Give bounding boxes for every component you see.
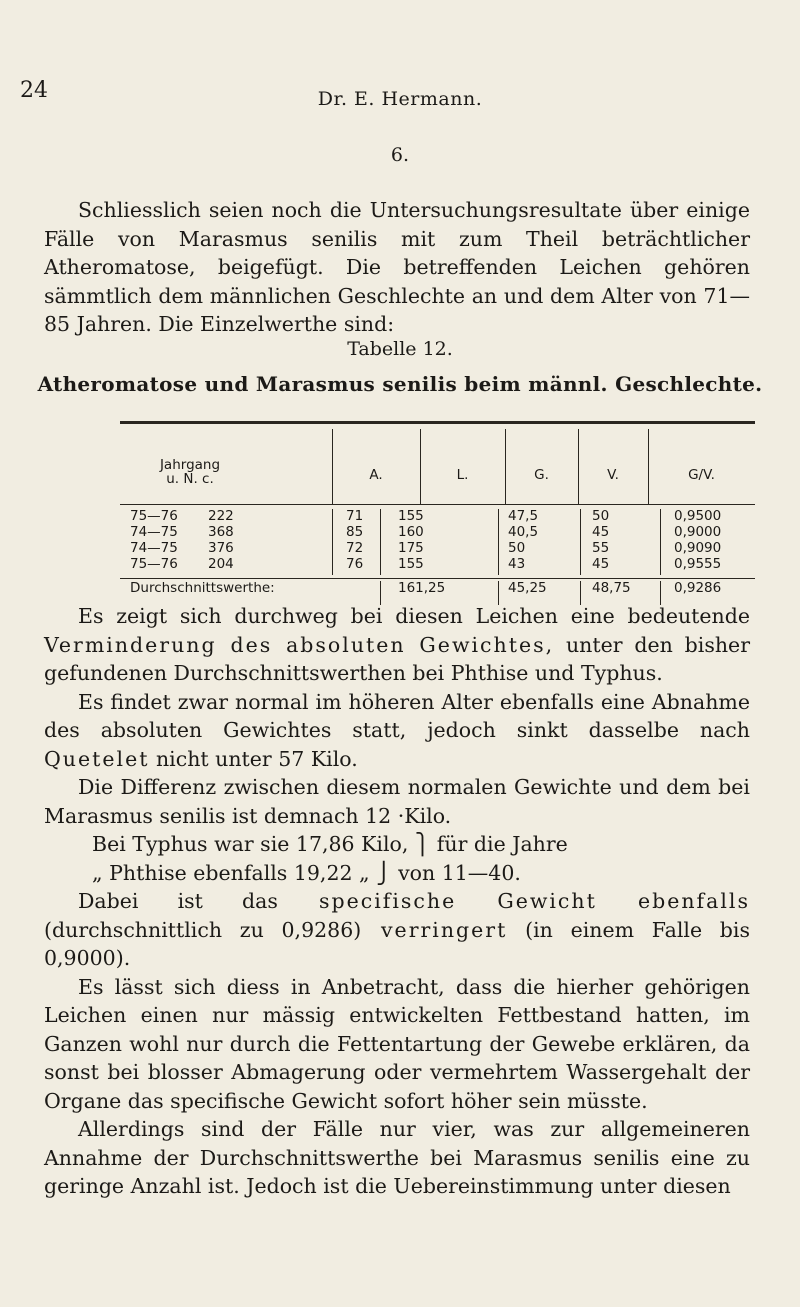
- paragraph-3: Die Differenz zwischen diesem normalen Gewichte und dem bei Marasmus senilis ist demnach 12 ·Kilo.: [44, 775, 750, 828]
- table-top-rule: [120, 421, 755, 424]
- data-table: [120, 421, 755, 596]
- p5-text-c: (in einem Falle bis 0,9000).: [44, 917, 750, 970]
- cell-gv: 0,9500: [674, 508, 722, 524]
- p5-spaced-text-2: verringert: [361, 917, 508, 942]
- p2-text-a: Es findet zwar normal im höheren Alter ebenfalls eine Abnahme des absoluten Gewichtes statt, jedoch sinkt dasselbe nach: [44, 689, 750, 742]
- header-jahrgang: [120, 458, 260, 486]
- page-number: 24: [20, 78, 48, 103]
- cell-nr: 376: [208, 540, 234, 556]
- cell-jahrgang: 75—76: [130, 556, 178, 572]
- col-divider: [332, 509, 333, 575]
- summary-rule: [120, 578, 755, 579]
- summary-g: 45,25: [508, 580, 547, 596]
- table-title: Atheromatose und Marasmus senilis beim männl. Geschlechte.: [37, 372, 763, 396]
- cell-a: 76: [346, 556, 364, 572]
- cell-gv: 0,9000: [674, 524, 722, 540]
- col-divider: [660, 509, 661, 575]
- paragraph-2: [44, 688, 750, 774]
- cell-a: 71: [346, 508, 364, 524]
- cell-nr: 222: [208, 508, 234, 524]
- header-g: G.: [534, 467, 549, 483]
- p5-spaced-text-1: specifische Gewicht ebenfalls: [277, 889, 750, 913]
- cell-nr: 368: [208, 524, 234, 540]
- cell-l: 175: [398, 540, 424, 556]
- cell-v: 45: [592, 524, 610, 540]
- paragraph-7: Allerdings sind der Fälle nur vier, was zur allgemeineren Annahme der Durchschnittswerthe bei Marasmus senilis eine zu geringe Anzahl ist. Jedoch ist die Uebereinstimmung unter diesen: [44, 1117, 750, 1198]
- col-divider: [380, 509, 381, 575]
- header-l: L.: [456, 467, 469, 483]
- col-divider: [580, 509, 581, 575]
- cell-v: 55: [592, 540, 610, 556]
- summary-v: 48,75: [592, 580, 631, 596]
- summary-label: Durchschnittswerthe:: [130, 580, 275, 596]
- header-jahrgang-line1: Jahrgang: [159, 457, 221, 473]
- cell-jahrgang: 75—76: [130, 508, 178, 524]
- cell-l: 160: [398, 524, 424, 540]
- paragraph-1: [44, 602, 750, 688]
- cell-g: 43: [508, 556, 526, 572]
- cell-gv: 0,9090: [674, 540, 722, 556]
- cell-v: 45: [592, 556, 610, 572]
- p1-spaced-text: Verminderung des absoluten Gewichtes,: [44, 632, 555, 657]
- cell-l: 155: [398, 556, 424, 572]
- p5-text-a: Dabei ist das: [78, 889, 278, 913]
- intro-text: Schliesslich seien noch die Untersuchungsresultate über einige Fälle von Marasmus senilis mit zum Theil beträchtlicher Atheromatose, beigefügt. Die betreffenden Leichen gehören sämmtlich dem männlichen Geschlechte an und dem Alter von 71—85 Jahren. Die Einzelwerthe sind:: [44, 198, 750, 336]
- paragraph-6: Es lässt sich diess in Anbetracht, dass die hierher gehörigen Leichen einen nur mässig entwickelten Fettbestand hatten, im Ganzen wohl nur durch die Fettentartung der Gewebe erklären, da sonst bei blosser Abmagerung oder vermehrtem Wassergehalt der Organe das specifische Gewicht sofort höher sein müsste.: [44, 974, 750, 1113]
- header-v: V.: [607, 467, 619, 483]
- cell-a: 72: [346, 540, 364, 556]
- cell-g: 40,5: [508, 524, 539, 540]
- header-a: A.: [369, 467, 383, 483]
- header-rule: [120, 504, 755, 505]
- body-text: [44, 602, 750, 1201]
- paragraph-4-line2: „ Phthise ebenfalls 19,22 „ ⎭ von 11—40.: [92, 860, 521, 885]
- p5-text-b: (durchschnittlich zu 0,9286): [44, 917, 362, 942]
- p1-text-a: Es zeigt sich durchweg bei diesen Leichen eine bedeutende: [78, 604, 750, 628]
- intro-paragraph: [44, 196, 750, 339]
- p2-author-name: Quetelet: [44, 746, 150, 771]
- header-gv: G/V.: [688, 467, 715, 483]
- col-divider: [498, 509, 499, 575]
- section-number: 6.: [390, 144, 410, 166]
- cell-v: 50: [592, 508, 610, 524]
- paragraph-5: [44, 887, 750, 973]
- p2-text-b: nicht unter 57 Kilo.: [149, 746, 358, 771]
- cell-jahrgang: 74—75: [130, 540, 178, 556]
- p1-text-b: unter den bisher gefundenen Durchschnittswerthen bei Phthise und Typhus.: [44, 632, 750, 685]
- header-jahrgang-line2: u. N. c.: [166, 471, 214, 487]
- summary-gv: 0,9286: [674, 580, 722, 596]
- cell-g: 50: [508, 540, 526, 556]
- cell-nr: 204: [208, 556, 234, 572]
- summary-l: 161,25: [398, 580, 446, 596]
- cell-l: 155: [398, 508, 424, 524]
- table-caption: Tabelle 12.: [347, 338, 453, 360]
- paragraph-4-line1: Bei Typhus war sie 17,86 Kilo, ⎫ für die Jahre: [92, 832, 568, 856]
- cell-gv: 0,9555: [674, 556, 722, 572]
- cell-a: 85: [346, 524, 364, 540]
- running-head: Dr. E. Hermann.: [317, 88, 483, 110]
- cell-jahrgang: 74—75: [130, 524, 178, 540]
- cell-g: 47,5: [508, 508, 539, 524]
